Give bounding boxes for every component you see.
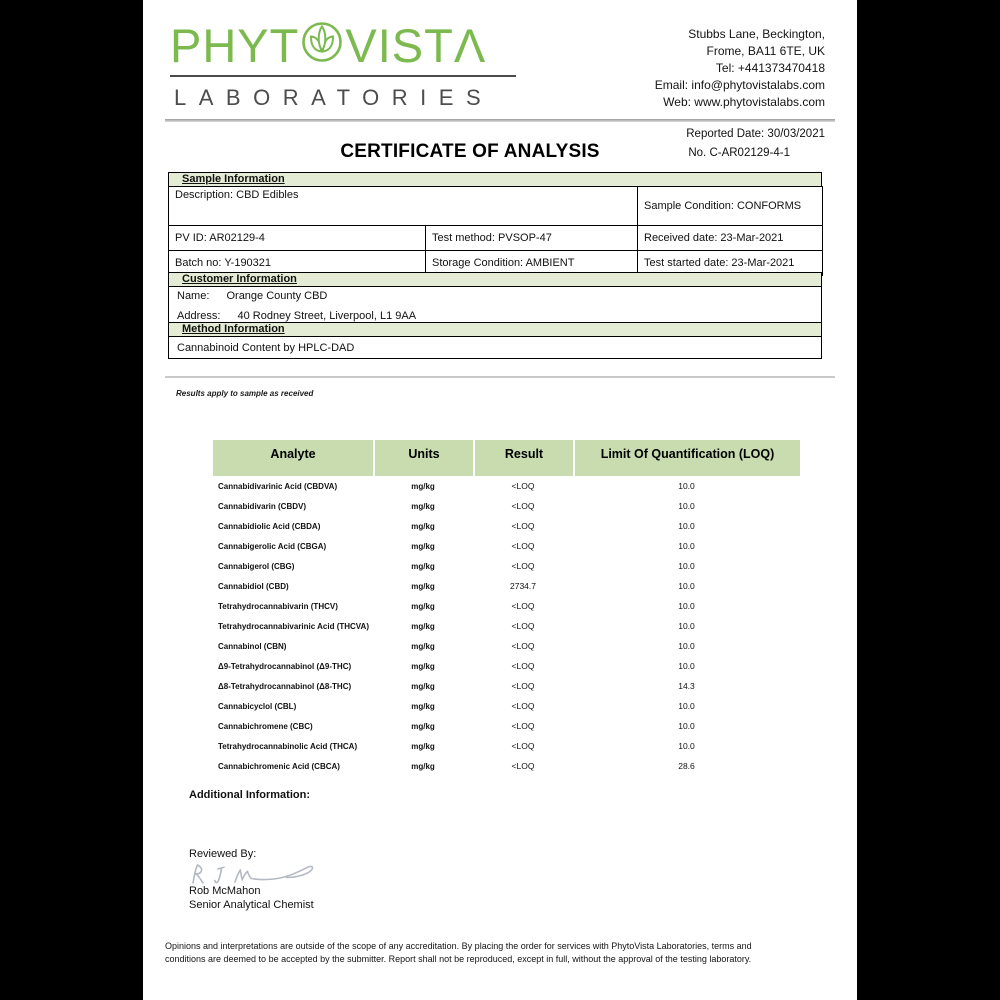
results-row — [213, 576, 800, 596]
lab-contact-info — [655, 26, 825, 111]
results-row — [213, 596, 800, 616]
results-row — [213, 696, 800, 716]
customer-address-label: Address: — [177, 310, 221, 322]
method-information-header — [168, 322, 822, 337]
test-method-cell: Test method: PVSOP-47 — [426, 226, 638, 251]
loq-cell: 10.0 — [678, 621, 695, 631]
units-cell: mg/kg — [411, 661, 435, 671]
contact-address-line2: Frome, BA11 6TE, UK — [706, 44, 825, 58]
result-cell: <LOQ — [511, 681, 535, 691]
results-row — [213, 516, 800, 536]
results-row — [213, 716, 800, 736]
certificate-title: CERTIFICATE OF ANALYSIS — [340, 141, 600, 162]
units-cell: mg/kg — [411, 581, 435, 591]
logo-text-part3: Λ — [453, 19, 487, 72]
result-cell: <LOQ — [511, 661, 535, 671]
customer-name-value: Orange County CBD — [226, 290, 328, 302]
customer-name-label: Name: — [177, 290, 210, 302]
results-note: Results apply to sample as received — [176, 389, 314, 398]
loq-cell: 10.0 — [678, 641, 695, 651]
customer-information-title: Customer Information — [182, 273, 297, 285]
section-divider — [165, 376, 835, 378]
analyte-cell: Cannabichromenic Acid (CBCA) — [218, 761, 340, 771]
loq-cell: 10.0 — [678, 481, 695, 491]
units-cell: mg/kg — [411, 501, 435, 511]
storage-condition-cell: Storage Condition: AMBIENT — [426, 251, 638, 276]
reviewer-name: Rob McMahon — [189, 885, 261, 897]
sample-information-table — [168, 186, 823, 276]
sample-description-cell: Description: CBD Edibles — [169, 187, 638, 226]
loq-cell: 10.0 — [678, 701, 695, 711]
results-row — [213, 476, 800, 496]
result-cell: <LOQ — [511, 741, 535, 751]
results-row — [213, 736, 800, 756]
batch-no-cell: Batch no: Y-190321 — [169, 251, 426, 276]
column-header-analyte: Analyte — [270, 447, 316, 461]
result-cell: <LOQ — [511, 481, 535, 491]
customer-information-box — [168, 286, 822, 323]
customer-address-line — [177, 310, 813, 322]
analyte-cell: Cannabinol (CBN) — [218, 641, 287, 651]
result-cell: <LOQ — [511, 621, 535, 631]
analyte-cell: Cannabidiolic Acid (CBDA) — [218, 521, 321, 531]
units-cell: mg/kg — [411, 621, 435, 631]
results-row — [213, 556, 800, 576]
logo-text-part2: VIST — [345, 19, 454, 72]
reviewer-title: Senior Analytical Chemist — [189, 899, 314, 911]
customer-address-value: 40 Rodney Street, Liverpool, L1 9AA — [237, 310, 417, 322]
column-header-result: Result — [473, 440, 573, 476]
customer-information-header — [168, 272, 822, 287]
test-started-date-cell: Test started date: 23-Mar-2021 — [638, 251, 823, 276]
result-cell: 2734.7 — [510, 581, 536, 591]
analyte-cell: Tetrahydrocannabivarin (THCV) — [218, 601, 338, 611]
analyte-cell: Cannabidiol (CBD) — [218, 581, 289, 591]
customer-name-line — [177, 290, 813, 302]
sample-information-section — [168, 172, 822, 276]
results-row — [213, 536, 800, 556]
logo-divider — [170, 75, 516, 77]
results-row — [213, 636, 800, 656]
result-cell: <LOQ — [511, 541, 535, 551]
result-cell: <LOQ — [511, 501, 535, 511]
loq-cell: 10.0 — [678, 721, 695, 731]
logo-laboratories-text: LABORATORIES — [174, 85, 494, 110]
loq-cell: 10.0 — [678, 541, 695, 551]
reported-date: Reported Date: 30/03/2021 — [686, 128, 825, 140]
units-cell: mg/kg — [411, 681, 435, 691]
analyte-cell: Cannabichromene (CBC) — [218, 721, 313, 731]
units-cell: mg/kg — [411, 741, 435, 751]
results-table — [213, 440, 800, 776]
analyte-cell: Cannabidivarinic Acid (CBDVA) — [218, 481, 338, 491]
letterhead-divider — [165, 119, 835, 122]
results-table-body — [213, 476, 800, 776]
contact-tel: Tel: +441373470418 — [715, 61, 825, 75]
logo-text-part1: PHYT — [170, 19, 300, 72]
customer-information-section — [168, 272, 822, 323]
received-date-cell: Received date: 23-Mar-2021 — [638, 226, 823, 251]
loq-cell: 10.0 — [678, 581, 695, 591]
analyte-cell: Cannabidivarin (CBDV) — [218, 501, 307, 511]
contact-web: Web: www.phytovistalabs.com — [663, 95, 825, 109]
method-information-title: Method Information — [182, 323, 285, 335]
result-cell: <LOQ — [511, 521, 535, 531]
result-cell: <LOQ — [511, 701, 535, 711]
sample-information-header — [168, 172, 822, 187]
analyte-cell: Cannabigerolic Acid (CBGA) — [218, 541, 327, 551]
phytovista-logo — [170, 20, 516, 111]
units-cell: mg/kg — [411, 541, 435, 551]
loq-cell: 10.0 — [678, 741, 695, 751]
analyte-cell: Δ9-Tetrahydrocannabinol (Δ9-THC) — [218, 661, 352, 671]
certificate-page — [143, 0, 857, 1000]
column-header-loq: Limit Of Quantification (LOQ) — [573, 440, 800, 476]
loq-cell: 10.0 — [678, 561, 695, 571]
analyte-cell: Tetrahydrocannabivarinic Acid (THCVA) — [218, 621, 369, 631]
footer-disclaimer: Opinions and interpretations are outside of the scope of any accreditation. By placing the order for services with PhytoVista Laboratories, terms and conditions are deemed to be accepted by the submitter. Report shall not be reproduced, except in full, without the approval of the testing laboratory. — [165, 941, 752, 964]
contact-email: Email: info@phytovistalabs.com — [654, 78, 825, 92]
units-cell: mg/kg — [411, 761, 435, 771]
results-table-header — [213, 440, 800, 476]
method-information-box: Cannabinoid Content by HPLC-DAD — [168, 336, 822, 359]
analyte-cell: Δ8-Tetrahydrocannabinol (Δ8-THC) — [218, 681, 352, 691]
analyte-cell: Tetrahydrocannabinolic Acid (THCA) — [218, 741, 358, 751]
loq-cell: 10.0 — [678, 661, 695, 671]
logo-wordmark — [170, 20, 516, 71]
loq-cell: 10.0 — [678, 521, 695, 531]
loq-cell: 14.3 — [678, 681, 695, 691]
results-row — [213, 496, 800, 516]
column-header-units: Units — [373, 440, 473, 476]
units-cell: mg/kg — [411, 641, 435, 651]
additional-information-label: Additional Information: — [189, 789, 310, 801]
sample-condition-cell: Sample Condition: CONFORMS — [638, 187, 823, 226]
results-row — [213, 676, 800, 696]
results-row — [213, 616, 800, 636]
analyte-cell: Cannabicyclol (CBL) — [218, 701, 297, 711]
units-cell: mg/kg — [411, 601, 435, 611]
units-cell: mg/kg — [411, 561, 435, 571]
reviewed-by-label: Reviewed By: — [189, 848, 257, 860]
result-cell: <LOQ — [511, 721, 535, 731]
loq-cell: 10.0 — [678, 501, 695, 511]
units-cell: mg/kg — [411, 701, 435, 711]
result-cell: <LOQ — [511, 761, 535, 771]
units-cell: mg/kg — [411, 721, 435, 731]
units-cell: mg/kg — [411, 481, 435, 491]
result-cell: <LOQ — [511, 601, 535, 611]
certificate-number: No. C-AR02129-4-1 — [688, 147, 790, 159]
pv-id-cell: PV ID: AR02129-4 — [169, 226, 426, 251]
result-cell: <LOQ — [511, 641, 535, 651]
method-information-section — [168, 322, 822, 359]
leaf-in-circle-icon — [300, 20, 344, 71]
loq-cell: 10.0 — [678, 601, 695, 611]
units-cell: mg/kg — [411, 521, 435, 531]
analyte-cell: Cannabigerol (CBG) — [218, 561, 295, 571]
results-row — [213, 656, 800, 676]
results-row — [213, 756, 800, 776]
sample-information-title: Sample Information — [182, 173, 285, 185]
result-cell: <LOQ — [511, 561, 535, 571]
loq-cell: 28.6 — [678, 761, 695, 771]
contact-address-line1: Stubbs Lane, Beckington, — [688, 27, 825, 41]
